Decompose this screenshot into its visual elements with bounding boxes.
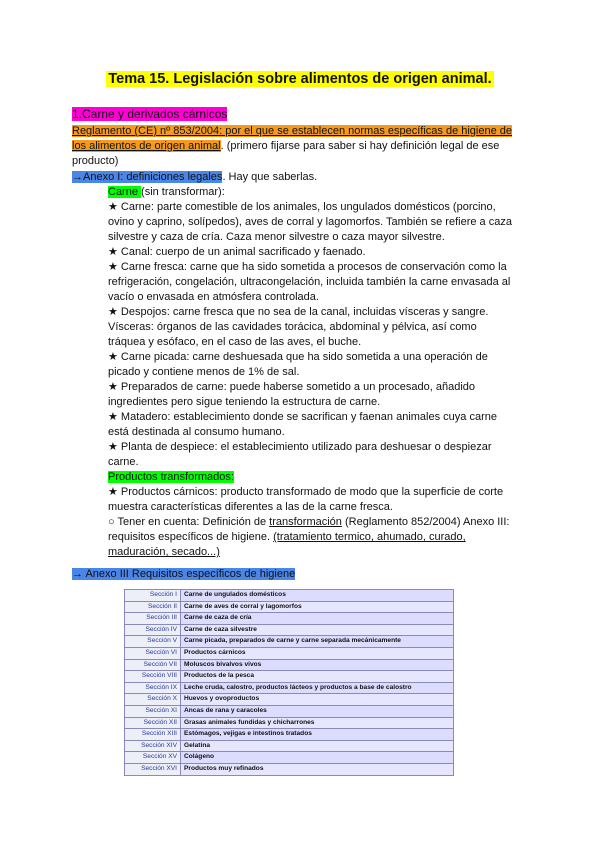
section-number: Sección XIII xyxy=(125,729,181,741)
definition-line: ★ Preparados de carne: puede haberse sometido a un procesado, añadido xyxy=(108,381,476,393)
page-title: Tema 15. Legislación sobre alimentos de origen animal. xyxy=(108,71,492,87)
table-row xyxy=(125,729,454,741)
tener-line-2: requisitos específicos de higiene. (tratamiento termico, ahumado, curado, xyxy=(108,531,466,543)
section-title: Ancas de rana y caracoles xyxy=(181,705,454,717)
anexo3-highlight: → Anexo III Requisitos específicos de higiene xyxy=(72,568,296,580)
definition-line: está destinada al consumo humano. xyxy=(108,426,285,438)
section-number: Sección XII xyxy=(125,717,181,729)
table-row xyxy=(125,636,454,648)
section-number: Sección XIV xyxy=(125,740,181,752)
table-row xyxy=(125,613,454,625)
section-heading xyxy=(72,107,522,122)
table-row xyxy=(125,624,454,636)
section-number: Sección XV xyxy=(125,752,181,764)
table-row xyxy=(125,763,454,775)
section-title: Carne de caza de cría xyxy=(181,613,454,625)
section-number: Sección V xyxy=(125,636,181,648)
regulation-note-2: producto) xyxy=(72,155,119,167)
table-row xyxy=(125,705,454,717)
regulation-paragraph xyxy=(72,124,522,169)
anexo1-rest: . Hay que saberlas. xyxy=(222,171,318,183)
regulation-highlight-1: Reglamento (CE) nº 853/2004: por el que se establecen normas específicas de higiene de xyxy=(72,125,513,137)
table-row xyxy=(125,717,454,729)
section-title: Estómagos, vejigas e intestinos tratados xyxy=(181,729,454,741)
section-number: Sección VII xyxy=(125,659,181,671)
section-number: Sección I xyxy=(125,590,181,602)
section-title: Leche cruda, calostro, productos lácteos y productos a base de calostro xyxy=(181,682,454,694)
definition-line: ★ Carne: parte comestible de los animales, los ungulados domésticos (porcino, xyxy=(108,201,496,213)
definition-line: ovino y caprino, solípedos), aves de corral y lagomorfos. También se refiere a caza xyxy=(108,216,512,228)
definition-line: picado y contiene menos de 1% de sal. xyxy=(108,366,300,378)
section-title: Productos cárnicos xyxy=(181,647,454,659)
section-title: Colágeno xyxy=(181,752,454,764)
table-row xyxy=(125,590,454,602)
section-title: Productos muy refinados xyxy=(181,763,454,775)
definition-line: ★ Carne fresca: carne que ha sido sometida a procesos de conservación como la xyxy=(108,261,507,273)
definition-line: ★ Planta de despiece: el establecimiento utilizado para deshuesar o despiezar xyxy=(108,441,492,453)
section-title: Carne de aves de corral y lagomorfos xyxy=(181,601,454,613)
definition-line: muestra características diferentes a las de la carne fresca. xyxy=(108,501,393,513)
section-title: Carne de caza silvestre xyxy=(181,624,454,636)
carne-label: Carne xyxy=(108,186,142,198)
table-row xyxy=(125,752,454,764)
anexo1-highlight: →Anexo I: definiciones legales xyxy=(72,171,223,183)
definition-line: ★ Productos cárnicos: producto transformado de modo que la superficie de corte xyxy=(108,486,504,498)
section-title: Gelatina xyxy=(181,740,454,752)
definition-line: ingredientes pero sigue teniendo la estructura de carne. xyxy=(108,396,381,408)
section-number: Sección X xyxy=(125,694,181,706)
section-title: Carne de ungulados domésticos xyxy=(181,590,454,602)
definition-line: vacío o envasada en atmósfera controlada. xyxy=(108,291,319,303)
section-heading-text: 1.Carne y derivados cárnicos xyxy=(72,107,228,121)
section-number: Sección IX xyxy=(125,682,181,694)
anexo3-table xyxy=(124,589,454,776)
tener-line-3: maduración, secado...) xyxy=(108,546,220,558)
section-title: Moluscos bivalvos vivos xyxy=(181,659,454,671)
section-title: Carne picada, preparados de carne y carne separada mecánicamente xyxy=(181,636,454,648)
definition-line: ★ Matadero: establecimiento donde se sacrifican y faenan animales cuya carne xyxy=(108,411,497,423)
anexo1-line xyxy=(72,170,522,185)
definition-line: ★ Carne picada: carne deshuesada que ha sido sometida a una operación de xyxy=(108,351,488,363)
regulation-highlight-2: los alimentos de origen animal xyxy=(72,140,221,152)
section-title: Productos de la pesca xyxy=(181,671,454,683)
productos-label: Productos transformados: xyxy=(108,471,234,483)
table-row xyxy=(125,671,454,683)
section-number: Sección VI xyxy=(125,647,181,659)
section-number: Sección III xyxy=(125,613,181,625)
definitions-list xyxy=(108,185,523,560)
definition-line: carne. xyxy=(108,456,139,468)
transformacion-link: transformación xyxy=(269,516,342,528)
definition-line: silvestre y caza de cría. Caza menor silvestre o caza mayor silvestre. xyxy=(108,231,445,243)
table-row xyxy=(125,601,454,613)
definition-line: ★ Canal: cuerpo de un animal sacrificado y faenado. xyxy=(108,246,366,258)
carne-rest: (sin transformar): xyxy=(141,186,225,198)
table-row xyxy=(125,659,454,671)
section-number: Sección IV xyxy=(125,624,181,636)
tener-line-1: ○ Tener en cuenta: Definición de transformación (Reglamento 852/2004) Anexo III: xyxy=(108,516,510,528)
section-number: Sección XVI xyxy=(125,763,181,775)
definition-line: Vísceras: órganos de las cavidades torácica, abdominal y pélvica, así como xyxy=(108,321,477,333)
section-title: Huevos y ovoproductos xyxy=(181,694,454,706)
section-title: Grasas animales fundidas y chicharrones xyxy=(181,717,454,729)
regulation-note-1: . (primero fijarse para saber si hay definición legal de ese xyxy=(220,140,500,152)
table-row xyxy=(125,682,454,694)
table-row xyxy=(125,647,454,659)
table-row xyxy=(125,694,454,706)
section-number: Sección XI xyxy=(125,705,181,717)
definition-line: refrigeración, congelación, ultracongelación, incluida también la carne envasada al xyxy=(108,276,511,288)
definition-line: tráquea y esófaco, en el caso de las aves, el buche. xyxy=(108,336,362,348)
section-number: Sección VIII xyxy=(125,671,181,683)
table-row xyxy=(125,740,454,752)
definition-line: ★ Despojos: carne fresca que no sea de la canal, incluidas vísceras y sangre. xyxy=(108,306,489,318)
anexo3-line xyxy=(72,567,295,582)
section-number: Sección II xyxy=(125,601,181,613)
